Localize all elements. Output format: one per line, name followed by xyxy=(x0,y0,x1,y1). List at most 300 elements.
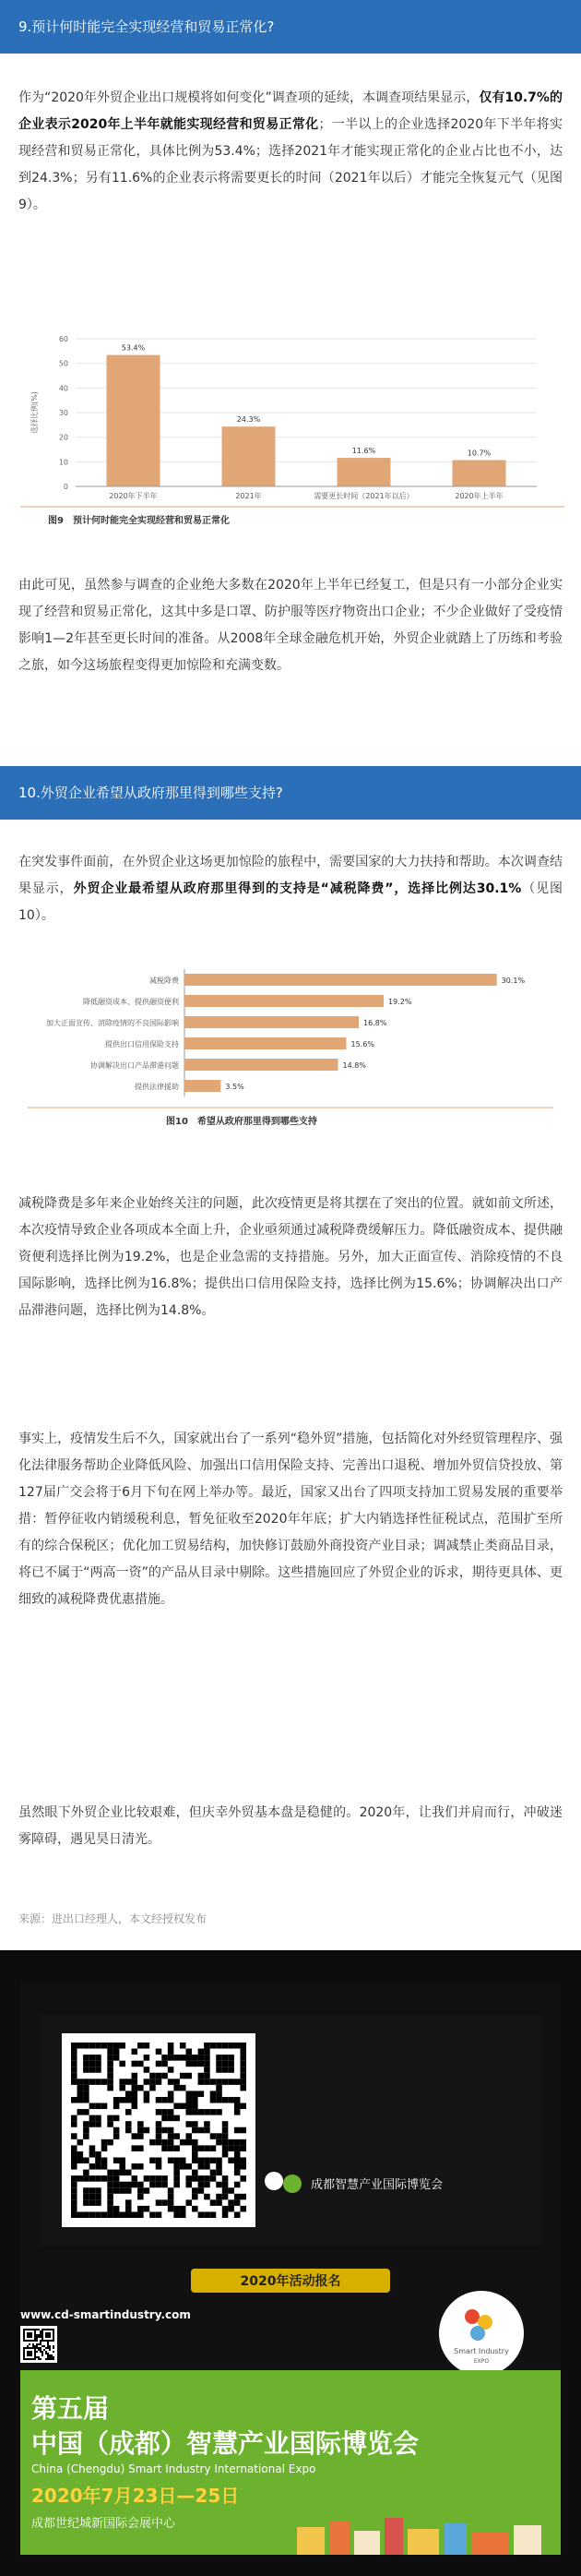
qr-module xyxy=(204,2109,210,2115)
qr-module xyxy=(83,2157,89,2163)
qr-module xyxy=(180,2211,186,2218)
text-run: ；一半以上的企业选择2020年下半年将实现经营和贸易正常化，具体比例为53.4%；选择2021年才能实现正常化的企业占比也不小，达到24.3%；另有11.6%的企业表示将需要更长的时间（2021年以后）才能完全恢复元气（见图9）。 xyxy=(18,117,563,212)
qr-module xyxy=(30,2334,32,2336)
qr-module xyxy=(30,2329,32,2330)
qr-module xyxy=(95,2175,101,2182)
qr-module xyxy=(83,2043,89,2049)
qr-module xyxy=(38,2334,40,2336)
qr-module xyxy=(51,2329,53,2330)
qr-module xyxy=(30,2332,32,2334)
qr-module xyxy=(77,2139,84,2146)
qr-module xyxy=(53,2332,54,2334)
qr-module xyxy=(107,2175,113,2182)
qr-module xyxy=(216,2139,222,2146)
qr-module xyxy=(77,2151,84,2158)
qr-module xyxy=(168,2091,174,2097)
qr-module xyxy=(101,2157,108,2163)
figure-9-chart xyxy=(20,328,564,540)
qr-module xyxy=(222,2211,229,2218)
qr-module xyxy=(168,2139,174,2146)
qr-module xyxy=(210,2211,217,2218)
qr-module xyxy=(161,2182,168,2188)
qr-module xyxy=(51,2354,53,2356)
qr-module xyxy=(40,2342,42,2343)
qr-module xyxy=(149,2079,156,2085)
qr-module xyxy=(42,2336,43,2338)
qr-module xyxy=(42,2330,43,2332)
qr-module xyxy=(89,2151,96,2158)
qr-module xyxy=(228,2139,234,2146)
qr-module xyxy=(107,2170,113,2176)
qr-module xyxy=(89,2163,96,2170)
qr-module xyxy=(222,2139,229,2146)
qr-module xyxy=(25,2340,27,2342)
qr-module xyxy=(53,2334,54,2336)
qr-module xyxy=(125,2199,132,2206)
qr-module xyxy=(144,2097,150,2103)
building-5 xyxy=(408,2529,439,2555)
qr-module xyxy=(51,2356,53,2358)
qr-module xyxy=(49,2349,51,2351)
qr-module xyxy=(234,2151,241,2158)
qr-module xyxy=(192,2109,198,2115)
qr-module xyxy=(47,2343,49,2345)
qr-module xyxy=(198,2145,205,2151)
bar-value-label: 10.7% xyxy=(467,449,492,458)
qr-module xyxy=(77,2043,84,2049)
qr-module xyxy=(234,2103,241,2110)
qr-module xyxy=(125,2170,132,2176)
qr-module xyxy=(36,2329,38,2330)
qr-module xyxy=(228,2079,234,2085)
qr-module xyxy=(83,2067,89,2073)
qr-module xyxy=(216,2061,222,2067)
highlighted-text: 仅有10.7%的企业表示2020年上半年就能实现经营和贸易正常化 xyxy=(18,90,563,132)
bar xyxy=(222,426,276,486)
qr-module xyxy=(83,2055,89,2061)
qr-module xyxy=(47,2358,49,2360)
qr-module xyxy=(77,2097,84,2103)
bar-value-label: 30.1% xyxy=(501,976,526,985)
qr-module xyxy=(240,2067,246,2073)
qr-module xyxy=(42,2338,43,2340)
qr-module xyxy=(119,2079,125,2085)
qr-module xyxy=(77,2109,84,2115)
qr-module xyxy=(210,2109,217,2115)
qr-module xyxy=(27,2358,29,2360)
qr-module xyxy=(234,2170,241,2176)
qr-module xyxy=(173,2145,180,2151)
qr-module xyxy=(137,2121,144,2127)
qr-module xyxy=(45,2358,47,2360)
qr-module xyxy=(185,2182,192,2188)
qr-module xyxy=(23,2330,25,2332)
qr-module xyxy=(40,2347,42,2349)
qr-module xyxy=(216,2182,222,2188)
qr-module xyxy=(119,2157,125,2163)
qr-module xyxy=(34,2340,36,2342)
qr-module xyxy=(29,2353,30,2354)
brand-logo-dot-1 xyxy=(265,2172,283,2190)
y-tick-label: 50 xyxy=(58,359,68,368)
qr-module xyxy=(161,2175,168,2182)
qr-module xyxy=(40,2332,42,2334)
qr-module xyxy=(240,2145,246,2151)
qr-module xyxy=(89,2145,96,2151)
qr-module xyxy=(132,2079,138,2085)
qr-module xyxy=(113,2127,120,2134)
qr-module xyxy=(101,2163,108,2170)
qr-module xyxy=(132,2085,138,2091)
qr-module xyxy=(42,2354,43,2356)
qr-module xyxy=(180,2043,186,2049)
bar-value-label: 24.3% xyxy=(236,415,261,425)
qr-module xyxy=(144,2127,150,2134)
qr-module xyxy=(25,2329,27,2330)
qr-module xyxy=(71,2121,77,2127)
qr-module xyxy=(137,2163,144,2170)
figure-caption: 图9 预计何时能完全实现经营和贸易正常化 xyxy=(48,516,230,526)
qr-module xyxy=(38,2329,40,2330)
qr-module xyxy=(198,2127,205,2134)
qr-module xyxy=(185,2097,192,2103)
qr-module xyxy=(101,2079,108,2085)
qr-module xyxy=(240,2194,246,2200)
expo-date: 2020年7月23日—25日 xyxy=(31,2485,240,2507)
qr-module xyxy=(71,2115,77,2122)
qr-module xyxy=(101,2139,108,2146)
qr-module xyxy=(210,2079,217,2085)
qr-module xyxy=(27,2354,29,2356)
bar-value-label: 19.2% xyxy=(388,998,412,1006)
qr-module xyxy=(30,2347,32,2349)
qr-module xyxy=(53,2336,54,2338)
qr-module xyxy=(234,2211,241,2218)
qr-module xyxy=(119,2182,125,2188)
qr-module xyxy=(204,2079,210,2085)
expo-venue: 成都世纪城新国际会展中心 xyxy=(31,2517,176,2531)
qr-module xyxy=(32,2358,34,2360)
qr-module xyxy=(29,2334,30,2336)
qr-module xyxy=(125,2097,132,2103)
qr-module xyxy=(198,2091,205,2097)
qr-module xyxy=(119,2211,125,2218)
qr-module xyxy=(234,2127,241,2134)
qr-module xyxy=(38,2343,40,2345)
qr-module xyxy=(198,2055,205,2061)
qr-module xyxy=(234,2163,241,2170)
qr-module xyxy=(95,2061,101,2067)
qr-module xyxy=(107,2073,113,2079)
qr-module xyxy=(89,2199,96,2206)
qr-module xyxy=(156,2061,162,2067)
qr-module xyxy=(34,2329,36,2330)
qr-module xyxy=(234,2079,241,2085)
qr-module xyxy=(36,2338,38,2340)
qr-module xyxy=(101,2175,108,2182)
qr-module xyxy=(23,2356,25,2358)
bar xyxy=(184,1037,347,1049)
qr-module xyxy=(95,2187,101,2194)
qr-module xyxy=(107,2115,113,2122)
qr-module xyxy=(132,2073,138,2079)
qr-module xyxy=(161,2115,168,2122)
qr-module xyxy=(216,2163,222,2170)
qr-module xyxy=(144,2091,150,2097)
qr-module xyxy=(137,2187,144,2194)
qr-module xyxy=(161,2055,168,2061)
qr-module xyxy=(240,2079,246,2085)
qr-module xyxy=(240,2049,246,2055)
qr-module xyxy=(34,2356,36,2358)
qr-module xyxy=(83,2079,89,2085)
qr-module xyxy=(23,2358,25,2360)
qr-module xyxy=(71,2049,77,2055)
qr-module xyxy=(137,2145,144,2151)
qr-module xyxy=(228,2206,234,2212)
qr-module xyxy=(71,2151,77,2158)
qr-module xyxy=(173,2079,180,2085)
qr-module xyxy=(47,2336,49,2338)
brand-name: 成都智慧产业国际博览会 xyxy=(311,2178,444,2192)
qr-module xyxy=(36,2347,38,2349)
qr-module xyxy=(45,2347,47,2349)
qr-module xyxy=(144,2079,150,2085)
qr-module xyxy=(29,2340,30,2342)
qr-module xyxy=(23,2351,25,2353)
qr-module xyxy=(45,2353,47,2354)
qr-module xyxy=(95,2211,101,2218)
qr-module xyxy=(53,2358,54,2360)
qr-module xyxy=(71,2145,77,2151)
qr-module xyxy=(107,2121,113,2127)
qr-module xyxy=(240,2175,246,2182)
x-tick-label: 2020年上半年 xyxy=(455,492,504,500)
qr-module xyxy=(228,2055,234,2061)
qr-module xyxy=(132,2097,138,2103)
building-7 xyxy=(472,2533,509,2555)
qr-module xyxy=(89,2055,96,2061)
section-10-paragraph-4: 虽然眼下外贸企业比较艰难，但庆幸外贸基本盘是稳健的。2020年，让我们并肩而行，冲破迷雾障碍，遇见昊日清光。 xyxy=(18,1805,563,1847)
qr-module xyxy=(192,2139,198,2146)
qr-module xyxy=(228,2097,234,2103)
qr-module xyxy=(101,2103,108,2110)
qr-module xyxy=(119,2170,125,2176)
category-label: 减税降费 xyxy=(149,976,179,985)
qr-module xyxy=(180,2055,186,2061)
qr-module xyxy=(192,2061,198,2067)
qr-module xyxy=(210,2175,217,2182)
qr-module xyxy=(137,2061,144,2067)
qr-module xyxy=(173,2157,180,2163)
figure-10-chart xyxy=(28,960,553,1172)
qr-module xyxy=(101,2211,108,2218)
qr-module xyxy=(144,2067,150,2073)
x-tick-label: 2020年下半年 xyxy=(109,492,158,500)
qr-module xyxy=(36,2334,38,2336)
qr-module xyxy=(204,2127,210,2134)
qr-module xyxy=(119,2097,125,2103)
qr-module xyxy=(89,2067,96,2073)
qr-module xyxy=(210,2157,217,2163)
qr-module xyxy=(204,2211,210,2218)
qr-module xyxy=(113,2182,120,2188)
qr-module xyxy=(198,2157,205,2163)
qr-module xyxy=(29,2343,30,2345)
qr-module xyxy=(38,2358,40,2360)
y-tick-label: 20 xyxy=(58,433,68,442)
qr-module xyxy=(53,2329,54,2330)
qr-module xyxy=(192,2175,198,2182)
qr-module xyxy=(168,2079,174,2085)
qr-module xyxy=(113,2103,120,2110)
qr-module xyxy=(49,2358,51,2360)
qr-module xyxy=(36,2345,38,2347)
city-skyline-illustration xyxy=(20,2518,561,2555)
qr-module xyxy=(49,2347,51,2349)
qr-module xyxy=(53,2345,54,2347)
qr-module xyxy=(27,2329,29,2330)
qr-module xyxy=(30,2358,32,2360)
qr-module xyxy=(47,2342,49,2343)
y-tick-label: 10 xyxy=(58,458,68,467)
qr-module xyxy=(113,2211,120,2218)
qr-module xyxy=(204,2121,210,2127)
qr-module xyxy=(32,2340,34,2342)
qr-module xyxy=(180,2085,186,2091)
qr-module xyxy=(204,2073,210,2079)
qr-module xyxy=(198,2073,205,2079)
qr-module xyxy=(156,2097,162,2103)
qr-module xyxy=(83,2091,89,2097)
qr-module xyxy=(185,2121,192,2127)
bar-value-label: 11.6% xyxy=(351,447,376,456)
qr-module xyxy=(168,2145,174,2151)
qr-module xyxy=(137,2206,144,2212)
qr-module xyxy=(47,2347,49,2349)
qr-module xyxy=(89,2079,96,2085)
qr-module xyxy=(45,2334,47,2336)
qr-module xyxy=(77,2079,84,2085)
qr-module xyxy=(42,2334,43,2336)
qr-module xyxy=(27,2340,29,2342)
qr-module xyxy=(49,2340,51,2342)
qr-module xyxy=(132,2049,138,2055)
qr-module xyxy=(168,2199,174,2206)
qr-module xyxy=(40,2351,42,2353)
highlighted-text: 外贸企业最希望从政府那里得到的支持是“减税降费”，选择比例达30.1% xyxy=(73,881,522,896)
qr-module xyxy=(173,2085,180,2091)
qr-module xyxy=(107,2061,113,2067)
qr-module xyxy=(47,2354,49,2356)
qr-module xyxy=(27,2334,29,2336)
qr-module xyxy=(47,2340,49,2342)
qr-module xyxy=(95,2121,101,2127)
qr-module xyxy=(83,2061,89,2067)
qr-module xyxy=(107,2199,113,2206)
qr-module xyxy=(216,2079,222,2085)
qr-module xyxy=(49,2332,51,2334)
qr-module xyxy=(168,2194,174,2200)
bar xyxy=(338,458,391,486)
brand-logo-dot-2 xyxy=(283,2175,302,2193)
qr-module xyxy=(168,2109,174,2115)
signup-label: 2020年活动报名 xyxy=(240,2274,341,2289)
qr-module xyxy=(161,2145,168,2151)
qr-module xyxy=(34,2332,36,2334)
qr-module xyxy=(32,2329,34,2330)
qr-module xyxy=(23,2349,25,2351)
qr-module xyxy=(38,2347,40,2349)
section-9-title xyxy=(0,0,581,54)
qr-module xyxy=(234,2194,241,2200)
qr-module xyxy=(107,2067,113,2073)
qr-module xyxy=(42,2332,43,2334)
qr-module xyxy=(198,2175,205,2182)
qr-module xyxy=(36,2336,38,2338)
qr-module xyxy=(47,2332,49,2334)
qr-module xyxy=(192,2206,198,2212)
qr-module xyxy=(95,2163,101,2170)
qr-module xyxy=(38,2336,40,2338)
qr-module xyxy=(125,2079,132,2085)
qr-module xyxy=(228,2199,234,2206)
qr-module xyxy=(36,2351,38,2353)
qr-module xyxy=(144,2043,150,2049)
bar-value-label: 3.5% xyxy=(225,1083,244,1091)
qr-module xyxy=(156,2163,162,2170)
figure-10 xyxy=(28,960,553,1172)
qr-module xyxy=(185,2109,192,2115)
qr-module xyxy=(149,2085,156,2091)
qr-module xyxy=(42,2340,43,2342)
bar-value-label: 15.6% xyxy=(350,1040,374,1048)
qr-module xyxy=(83,2121,89,2127)
website-link[interactable]: www.cd-smartindustry.com xyxy=(20,2308,191,2321)
qr-module xyxy=(132,2061,138,2067)
qr-module xyxy=(198,2187,205,2194)
qr-module xyxy=(45,2340,47,2342)
qr-module xyxy=(240,2206,246,2212)
qr-module xyxy=(192,2194,198,2200)
qr-module xyxy=(83,2097,89,2103)
bar xyxy=(184,974,497,986)
qr-module xyxy=(45,2332,47,2334)
qr-module xyxy=(204,2194,210,2200)
qr-module xyxy=(83,2175,89,2182)
qr-module xyxy=(216,2067,222,2073)
qr-module xyxy=(216,2170,222,2176)
qr-module xyxy=(156,2157,162,2163)
qr-module xyxy=(192,2091,198,2097)
qr-module xyxy=(156,2182,162,2188)
qr-module xyxy=(71,2182,77,2188)
qr-module xyxy=(168,2067,174,2073)
logo-dot-red xyxy=(465,2309,480,2324)
qr-module xyxy=(168,2055,174,2061)
qr-module xyxy=(222,2182,229,2188)
qr-module xyxy=(132,2182,138,2188)
qr-module xyxy=(240,2043,246,2049)
y-tick-label: 60 xyxy=(58,335,68,343)
qr-module xyxy=(137,2085,144,2091)
qr-module xyxy=(107,2043,113,2049)
qr-module xyxy=(132,2133,138,2139)
qr-module xyxy=(71,2175,77,2182)
qr-module xyxy=(107,2187,113,2194)
qr-module xyxy=(173,2103,180,2110)
expo-name-english: China (Chengdu) Smart Industry International Expo xyxy=(31,2462,316,2475)
